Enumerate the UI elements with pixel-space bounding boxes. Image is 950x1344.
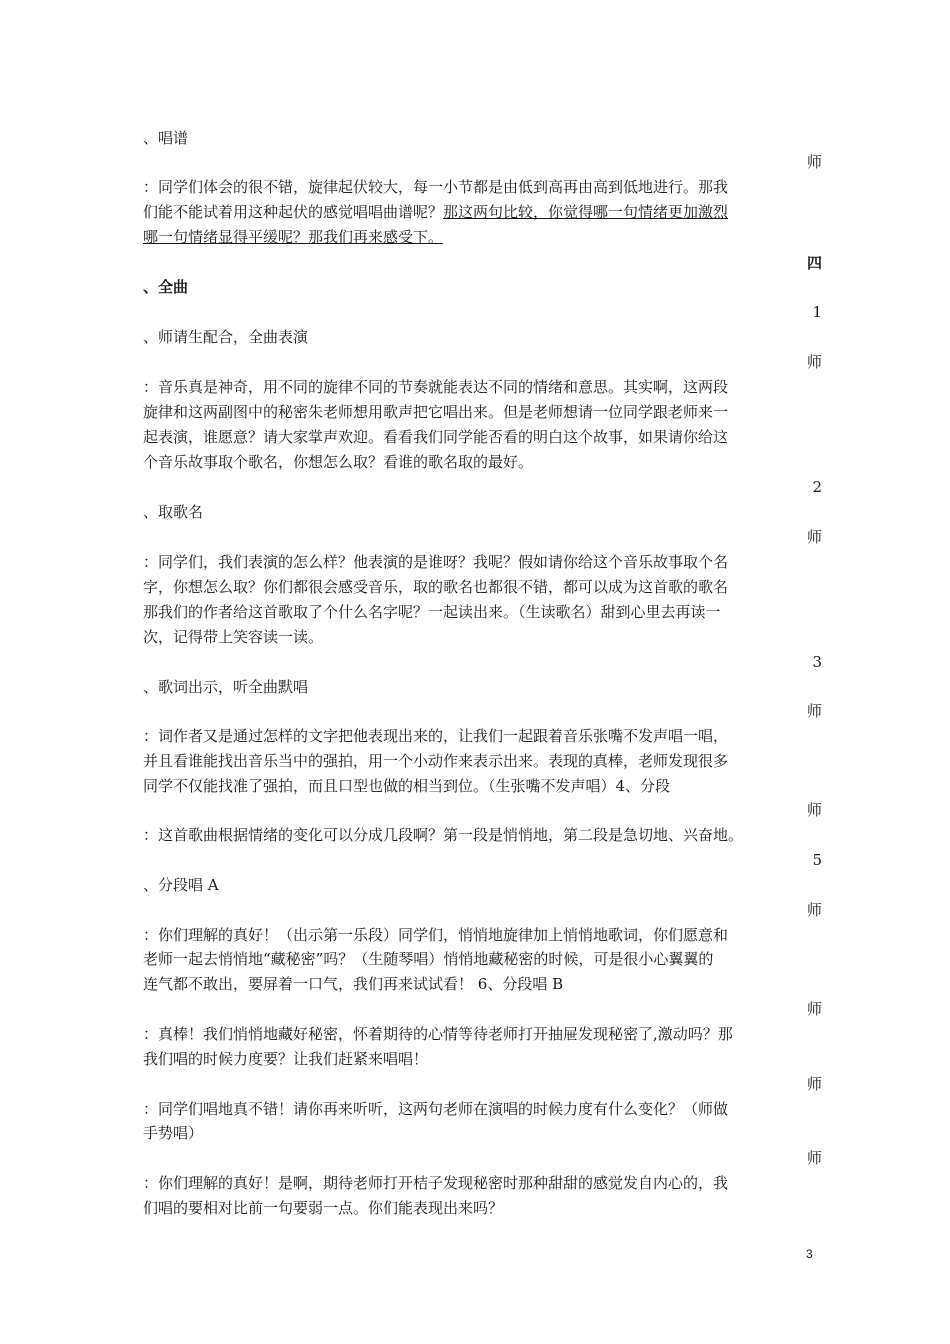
paragraph-line: ：真棒！我们悄悄地藏好秘密，怀着期待的心情等待老师打开抽屉发现秘密了,激动吗？那: [143, 1025, 733, 1043]
speaker-label: 师: [806, 901, 822, 919]
item-number: 3: [812, 653, 822, 671]
item-heading: 、分段唱 A: [143, 876, 219, 894]
paragraph-line: 次，记得带上笑容读一读。: [143, 628, 324, 646]
underlined-text: 那这两句比较，你觉得哪一句情绪更加激烈: [443, 203, 729, 221]
item-heading: 、歌词出示，听全曲默唱: [143, 678, 309, 696]
underlined-line: 哪一句情绪显得平缓呢？那我们再来感受下。: [143, 228, 444, 246]
paragraph-line: ：这首歌曲根据情绪的变化可以分成几段啊？第一段是悄悄地，第二段是急切地、兴奋地。: [143, 826, 744, 844]
speaker-label: 师: [806, 1000, 822, 1018]
paragraph-line: 老师一起去悄悄地“藏秘密”吗？（生随琴唱）悄悄地藏秘密的时候，可是很小心翼翼的: [143, 950, 714, 968]
paragraph-line: ：同学们，我们表演的怎么样？他表演的是谁呀？我呢？假如请你给这个音乐故事取个名: [143, 553, 729, 571]
paragraph-line: 同学不仅能找准了强拍，而且口型也做的相当到位。（生张嘴不发声唱）4、分段: [143, 777, 671, 795]
paragraph-line: 我们唱的时候力度要？让我们赶紧来唱唱！: [143, 1050, 429, 1068]
paragraph-line: 们唱的要相对比前一句要弱一点。你们能表现出来吗？: [143, 1199, 504, 1217]
paragraph-line: 连气都不敢出，要屏着一口气，我们再来试试看！ 6、分段唱 B: [143, 975, 564, 993]
speaker-label: 师: [806, 801, 822, 819]
page-number: 3: [806, 1247, 813, 1261]
paragraph-text: 们能不能试着用这种起伏的感觉唱唱曲谱呢？: [143, 203, 444, 221]
paragraph-line: ：同学们体会的很不错，旋律起伏较大，每一小节都是由低到高再由高到低地进行。那我: [143, 178, 729, 196]
item-number: 2: [812, 478, 822, 496]
section-heading: 、唱谱: [143, 129, 189, 147]
paragraph-line: 并且看谁能找出音乐当中的强拍，用一个小动作来表示出来。表现的真棒，老师发现很多: [143, 752, 729, 770]
item-heading: 、取歌名: [143, 503, 204, 521]
paragraph-line: 起表演，谁愿意？请大家掌声欢迎。看看我们同学能否看的明白这个故事，如果请你给这: [143, 428, 729, 446]
paragraph-line: ：音乐真是神奇，用不同的旋律不同的节奏就能表达不同的情绪和意思。其实啊，这两段: [143, 378, 729, 396]
section-number: 四: [806, 254, 822, 272]
paragraph-line: ：你们理解的真好！（出示第一乐段）同学们，悄悄地旋律加上悄悄地歌词，你们愿意和: [143, 926, 729, 944]
item-number: 5: [812, 851, 822, 869]
paragraph-line: 那我们的作者给这首歌取了个什么名字呢？一起读出来。（生读歌名）甜到心里去再读一: [143, 603, 721, 621]
paragraph-line: 个音乐故事取个歌名，你想怎么取？看谁的歌名取的最好。: [143, 453, 534, 471]
item-heading: 、师请生配合，全曲表演: [143, 328, 309, 346]
section-heading: 、全曲: [143, 278, 189, 296]
speaker-label: 师: [806, 702, 822, 720]
paragraph-line: [143, 200, 728, 224]
paragraph-line: ：词作者又是通过怎样的文字把他表现出来的，让我们一起跟着音乐张嘴不发声唱一唱，: [143, 727, 729, 745]
speaker-label: 师: [806, 1149, 822, 1167]
paragraph-line: 手势唱）: [143, 1124, 204, 1142]
item-number: 1: [812, 303, 822, 321]
speaker-label: 师: [806, 353, 822, 371]
speaker-label: 师: [806, 1075, 822, 1093]
speaker-label: 师: [806, 528, 822, 546]
paragraph-line: ：你们理解的真好！是啊，期待老师打开桔子发现秘密时那种甜甜的感觉发自内心的，我: [143, 1174, 729, 1192]
paragraph-line: ：同学们唱地真不错！请你再来听听，这两句老师在演唱的时候力度有什么变化？（师做: [143, 1100, 729, 1118]
speaker-label: 师: [806, 153, 822, 171]
paragraph-line: 字，你想怎么取？你们都很会感受音乐，取的歌名也都很不错，都可以成为这首歌的歌名: [143, 578, 729, 596]
paragraph-line: 旋律和这两副图中的秘密朱老师想用歌声把它唱出来。但是老师想请一位同学跟老师来一: [143, 403, 729, 421]
